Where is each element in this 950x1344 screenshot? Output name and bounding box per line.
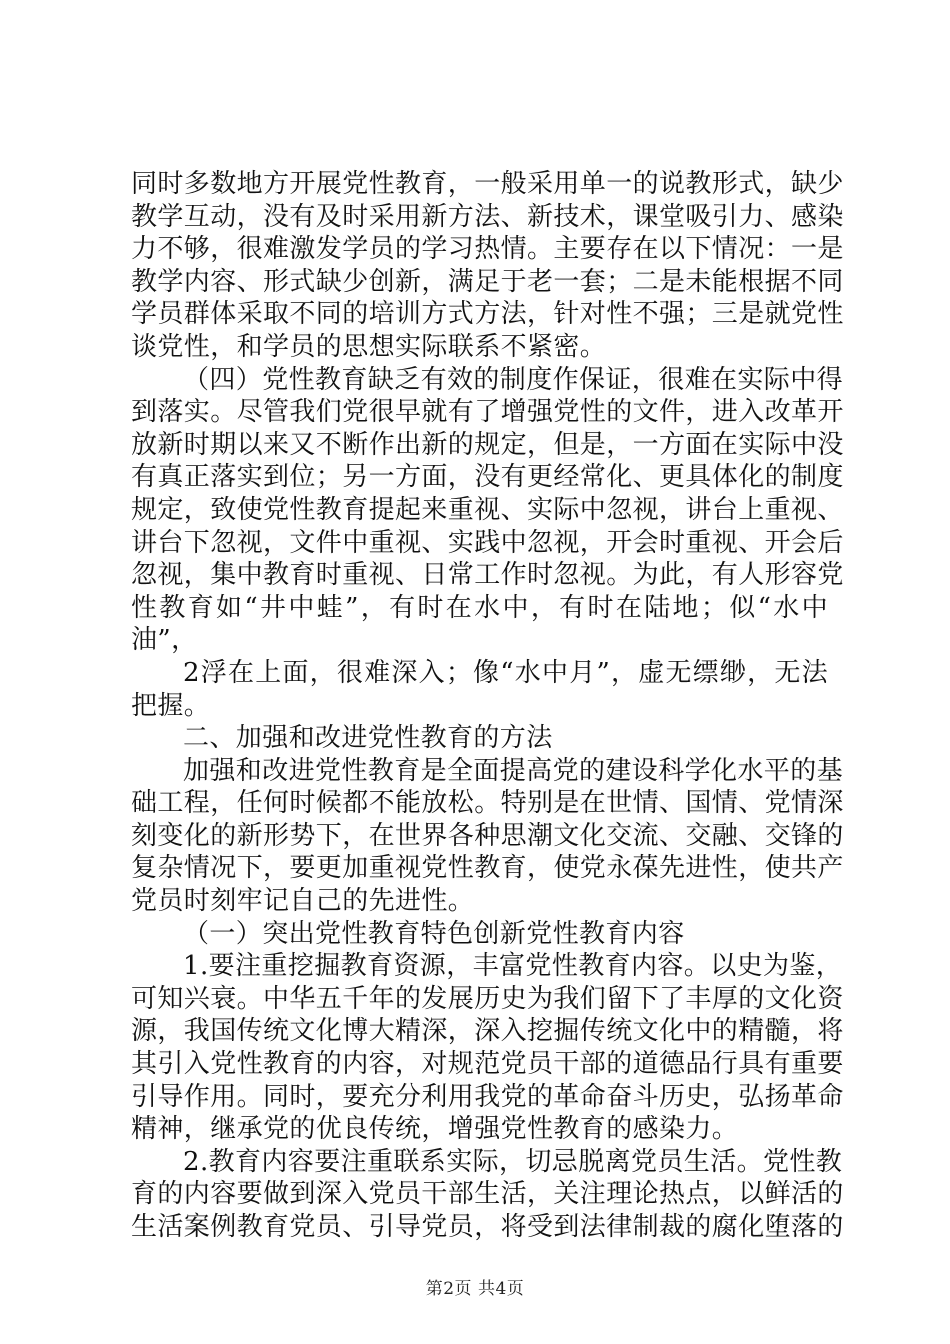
text-line: 刻变化的新形势下，在世界各种思潮文化交流、交融、交锋的 xyxy=(131,820,844,851)
page-number-footer: 第2页 共4页 xyxy=(425,1279,525,1299)
text-line: 力不够，很难激发学员的学习热情。主要存在以下情况：一是 xyxy=(131,234,844,265)
text-line: 规定，致使党性教育提起来重视、实际中忽视，讲台上重视、 xyxy=(131,494,844,525)
section-heading: 二、加强和改进党性教育的方法 xyxy=(183,723,553,754)
text-line: 引导作用。同时，要充分利用我党的革命奋斗历史，弘扬革命 xyxy=(131,1081,844,1112)
text-line: 源，我国传统文化博大精深，深入挖掘传统文化中的精髓，将 xyxy=(131,1016,844,1047)
paragraph-start: 1.要注重挖掘教育资源，丰富党性教育内容。以史为鉴， xyxy=(183,951,843,982)
text-line: 到落实。尽管我们党很早就有了增强党性的文件，进入改革开 xyxy=(131,397,844,428)
text-line: 党员时刻牢记自己的先进性。 xyxy=(131,886,475,917)
text-line: 教学互动，没有及时采用新方法、新技术，课堂吸引力、感染 xyxy=(131,201,844,232)
text-line: 础工程，任何时候都不能放松。特别是在世情、国情、党情深 xyxy=(131,788,844,819)
text-line: 忽视，集中教育时重视、日常工作时忽视。为此，有人形容党 xyxy=(131,560,844,591)
paragraph-start: 2.教育内容要注重联系实际，切忌脱离党员生活。党性教 xyxy=(183,1146,843,1177)
text-line: 放新时期以来又不断作出新的规定，但是，一方面在实际中没 xyxy=(131,429,844,460)
text-line: 把握。 xyxy=(131,690,211,721)
text-line: 可知兴衰。中华五千年的发展历史为我们留下了丰厚的文化资 xyxy=(131,983,844,1014)
paragraph-start: （四）党性教育缺乏有效的制度作保证，很难在实际中得 xyxy=(183,364,844,395)
text-line: 性教育如“井中蛙”，有时在水中，有时在陆地；似“水中 xyxy=(131,592,828,623)
paragraph-start: 2浮在上面，很难深入；像“水中月”，虚无缥缈，无法 xyxy=(183,657,828,688)
text-line: 育的内容要做到深入党员干部生活，关注理论热点，以鲜活的 xyxy=(131,1179,844,1210)
text-line: 教学内容、形式缺少创新，满足于老一套；二是未能根据不同 xyxy=(131,266,844,297)
text-line: 其引入党性教育的内容，对规范党员干部的道德品行具有重要 xyxy=(131,1049,844,1080)
text-line: 讲台下忽视，文件中重视、实践中忽视，开会时重视、开会后 xyxy=(131,527,844,558)
text-line: 有真正落实到位；另一方面，没有更经常化、更具体化的制度 xyxy=(131,462,844,493)
paragraph-start: 加强和改进党性教育是全面提高党的建设科学化水平的基 xyxy=(183,755,844,786)
document-body xyxy=(131,168,844,1244)
text-line: 谈党性，和学员的思想实际联系不紧密。 xyxy=(131,331,607,362)
text-line: 油”， xyxy=(131,625,198,656)
text-line: 生活案例教育党员、引导党员，将受到法律制裁的腐化堕落的 xyxy=(131,1212,844,1242)
text-line: 复杂情况下，要更加重视党性教育，使党永葆先进性，使共产 xyxy=(131,853,844,884)
text-line: 精神，继承党的优良传统，增强党性教育的感染力。 xyxy=(131,1114,739,1145)
subsection-heading: （一）突出党性教育特色创新党性教育内容 xyxy=(183,918,685,949)
text-line: 同时多数地方开展党性教育，一般采用单一的说教形式，缺少 xyxy=(131,169,844,199)
text-line: 学员群体采取不同的培训方式方法，针对性不强；三是就党性 xyxy=(131,299,844,330)
